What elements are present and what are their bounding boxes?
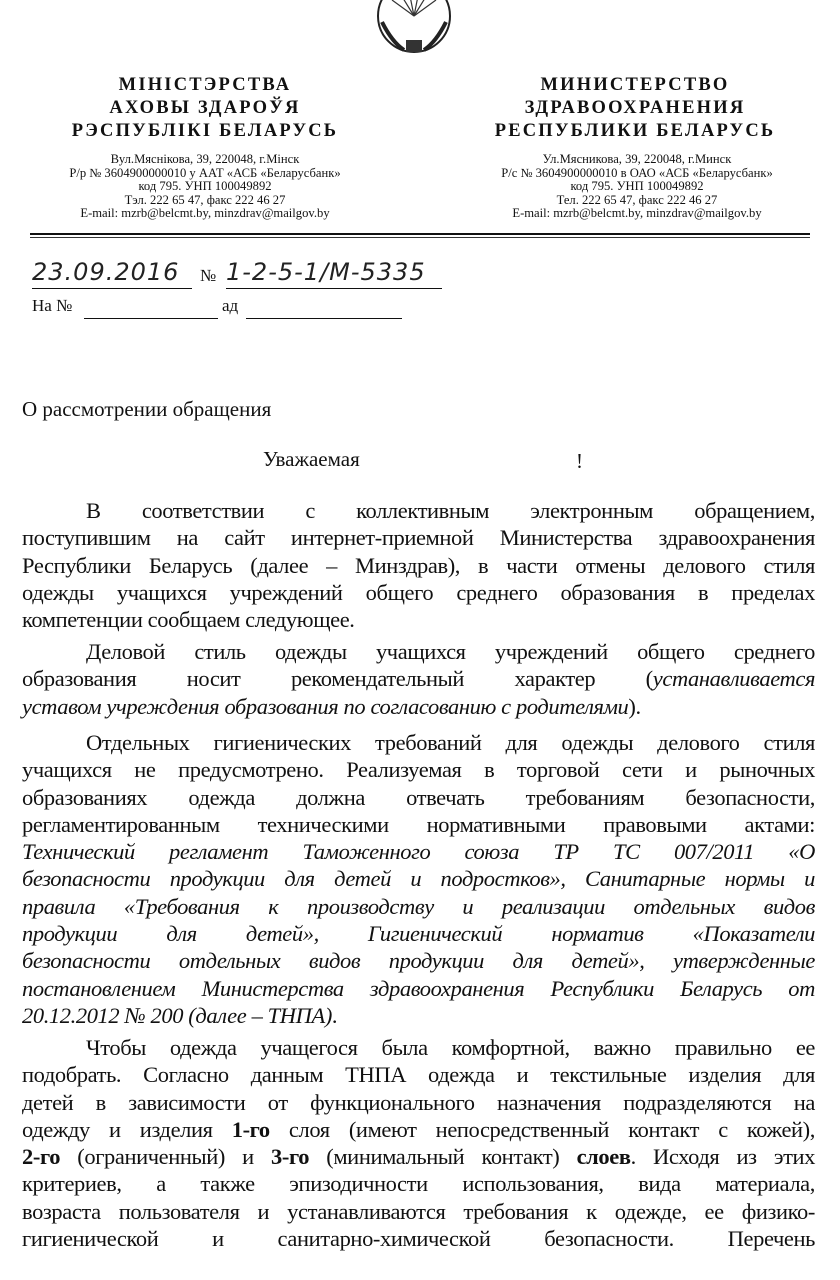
reply-date-field [246,300,402,319]
paragraph [22,497,815,633]
text-segment: . [331,1002,338,1028]
number-label: № [200,266,217,285]
text-line [22,729,815,756]
text-line [22,497,815,524]
handwritten-date: 23.09.2016 [32,258,180,286]
text-segment: компетенции сообщаем следующее. [22,607,355,633]
text-line [22,811,815,838]
text-line [22,552,815,579]
italic-text: продукции для детей», Гигиенический норматив «Показатели [22,921,815,947]
text-segment: гигиенической и санитарно-химической безопасности. Перечень [22,1226,815,1252]
text-line [22,865,815,892]
text-segment: . Исходя из этих [630,1144,816,1170]
text-segment: (ограниченный) и [60,1144,271,1170]
text-segment: поступившим на сайт интернет-приемной Министерства здравоохранения [22,525,815,551]
address-line: Р/с № 3604900000010 в ОАО «АСБ «Беларусбанк» [501,165,773,180]
text-segment: учащихся не предусмотрено. Реализуемая в торговой сети и рыночных [22,757,815,783]
number-field [226,258,442,289]
reply-from-label: ад [222,296,239,315]
reply-number-field [84,300,218,319]
paragraph [22,638,815,720]
italic-text: постановлением Министерства здравоохранения Республики Беларусь от [22,975,815,1001]
text-line [22,606,815,633]
text-segment: Республики Беларусь (далее – Минздрав), в части отмены делового стиля [22,552,815,578]
text-segment: одежды учащихся учреждений общего среднего образования в пределах [22,579,815,605]
title-line: МІНІСТЭРСТВА [118,75,292,95]
italic-text: устанавливается [652,666,815,692]
text-segment: Отдельных гигиенических требований для одежды делового стиля [86,730,815,755]
text-segment: регламентированным техническими нормативными правовыми актами: [22,811,815,837]
text-line [22,1116,815,1143]
italic-text: Технический регламент Таможенного союза ТР ТС 007/2011 «О [22,839,815,865]
text-segment: Деловой стиль одежды учащихся учреждений общего среднего [86,639,815,664]
address-line: Ул.Мясникова, 39, 220048, г.Минск [542,152,732,166]
text-line [22,947,815,974]
bold-text: 2-го [22,1144,61,1170]
paragraph [22,729,815,1029]
text-segment: критериев, а также эпизодичности использования, вида материала, [22,1171,815,1197]
italic-text: 20.12.2012 № 200 (далее – ТНПА) [22,1002,332,1028]
bold-text: слоев [576,1144,631,1170]
address-line: Р/р № 3604900000010 у ААТ «АСБ «Беларусбанк» [69,165,341,180]
italic-text: безопасности продукции для детей и подростков», Санитарные нормы и [22,866,815,892]
address-block-russian [452,153,822,221]
text-segment: ). [628,693,641,719]
text-segment: образования носит рекомендательный характер ( [22,666,653,692]
title-line: РЕСПУБЛИКИ БЕЛАРУСЬ [494,121,776,141]
text-line [22,1002,815,1029]
title-line: ЗДРАВООХРАНЕНИЯ [524,98,746,118]
paragraph [22,1034,815,1252]
salutation: Уважаемая [263,447,360,471]
letter-subject: О рассмотрении обращения [22,397,272,421]
text-line [22,784,815,811]
header-divider-thin [30,237,810,238]
text-segment: одежду и изделия [22,1116,232,1142]
text-line [22,838,815,865]
italic-text: правила «Требования к производству и реализации отдельных видов [22,893,815,919]
email-line: E-mail: mzrb@belcmt.by, minzdrav@mailgov.by [512,206,762,221]
text-line [22,693,815,720]
text-segment: детей в зависимости от функционального назначения подразделяются на [22,1089,815,1115]
text-line [22,975,815,1002]
text-line [22,638,815,665]
text-line [22,1089,815,1116]
address-line: Тел. 222 65 47, факс 222 46 27 [556,192,718,207]
text-line [22,579,815,606]
text-line [22,1225,815,1252]
title-line: МИНИСТЕРСТВО [540,75,730,95]
header-divider [30,233,810,235]
text-line [22,756,815,783]
title-line: АХОВЫ ЗДАРОЎЯ [109,98,301,118]
text-line [22,893,815,920]
title-line: РЭСПУБЛІКІ БЕЛАРУСЬ [71,121,339,141]
text-line [22,920,815,947]
date-field [32,258,192,289]
bold-text: 3-го [271,1144,310,1170]
email-line: E-mail: mzrb@belcmt.by, minzdrav@mailgov.by [80,206,330,221]
text-line [22,1061,815,1088]
address-block-belarusian [20,153,390,221]
text-segment: слоя (имеют непосредственный контакт с кожей), [269,1116,815,1142]
text-line [22,1034,815,1061]
handwritten-number: 1-2-5-1/М-5335 [226,258,426,286]
text-line [22,524,815,551]
state-emblem-icon [368,0,460,58]
italic-text: уставом учреждения образования по согласованию с родителями [22,693,629,719]
text-line [22,665,815,692]
italic-text: безопасности отдельных видов продукции для детей», утвержденные [22,948,815,974]
address-line: код 795. УНП 100049892 [138,179,272,194]
text-segment: образованиях одежда должна отвечать требованиям безопасности, [22,784,815,810]
salutation-end: ! [576,449,583,473]
text-segment: (минимальный контакт) [309,1144,577,1170]
bold-text: 1-го [231,1116,270,1142]
address-line: Вул.Мяснікова, 39, 220048, г.Мінск [110,152,300,166]
address-line: Тэл. 222 65 47, факс 222 46 27 [124,192,286,207]
ministry-title-belarusian [30,74,380,143]
text-line [22,1143,815,1170]
text-line [22,1170,815,1197]
address-line: код 795. УНП 100049892 [570,179,704,194]
text-segment: В соответствии с коллективным электронным обращением, [86,498,815,523]
ministry-title-russian [455,74,815,143]
reply-number-label: На № [32,296,73,315]
text-line [22,1198,815,1225]
text-segment: Чтобы одежда учащегося была комфортной, важно правильно ее [86,1035,815,1060]
text-segment: подобрать. Согласно данным ТНПА одежда и текстильные изделия для [22,1062,815,1088]
text-segment: возраста пользователя и устанавливаются требования к одежде, ее физико- [22,1198,815,1224]
